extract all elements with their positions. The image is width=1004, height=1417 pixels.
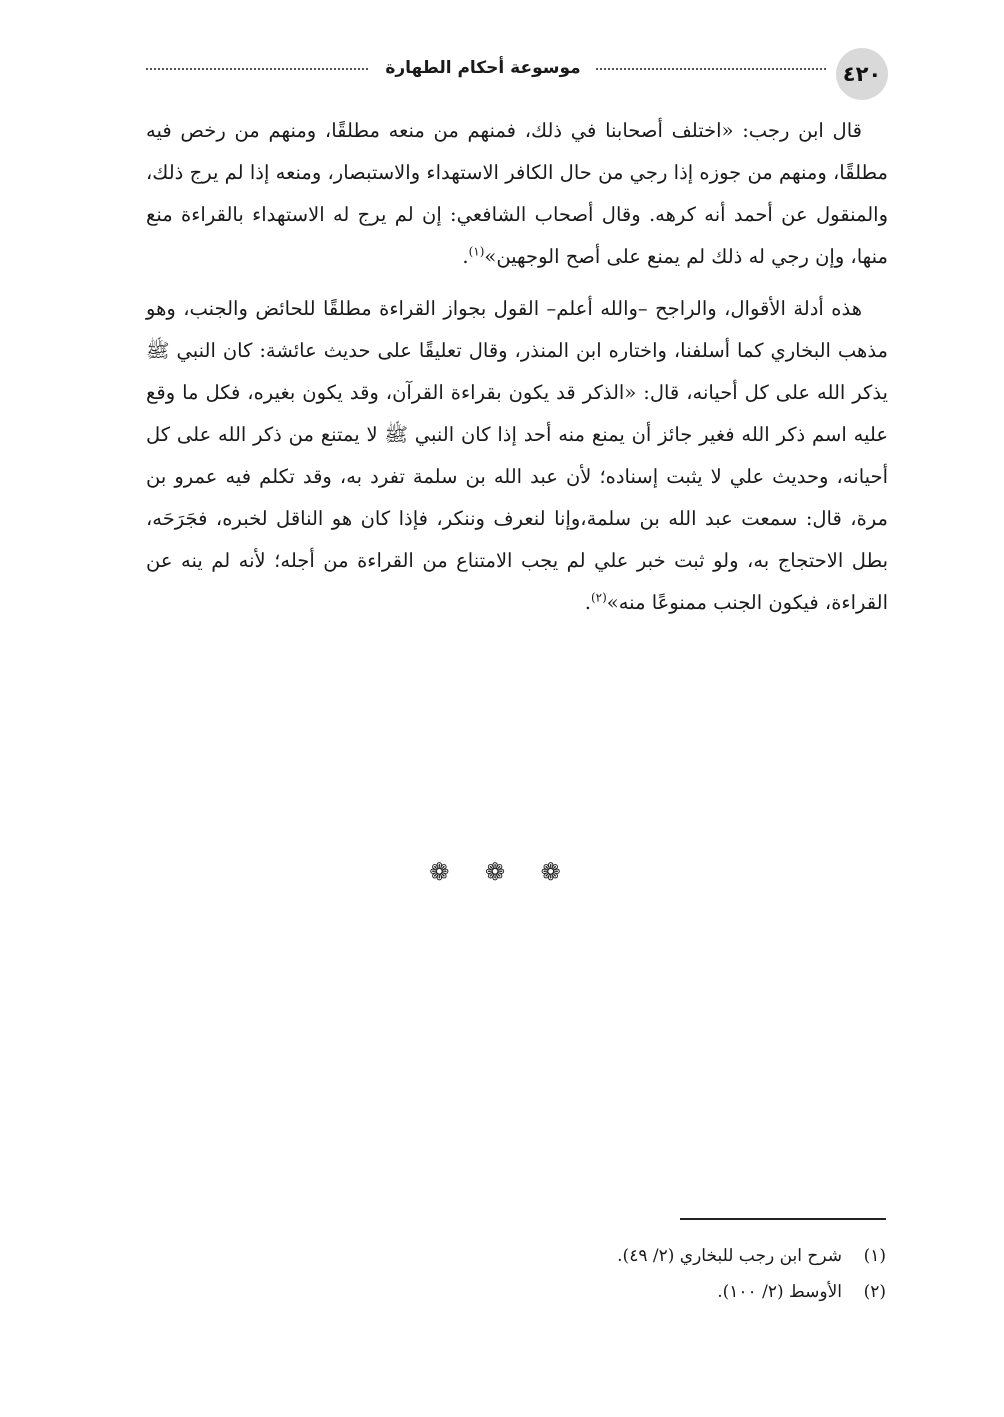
page-number-badge: ٤٢٠ (836, 48, 888, 100)
paragraph-1 (146, 110, 888, 278)
page-header (146, 48, 888, 98)
footnote-1-text: شرح ابن رجب للبخاري (٢/ ٤٩). (617, 1246, 842, 1266)
header-dotted-leader-right (596, 68, 826, 70)
paragraph-2 (146, 288, 888, 624)
footnote-1 (560, 1238, 886, 1274)
main-text (146, 110, 888, 634)
footnote-2-number: (٢) (863, 1282, 886, 1302)
footnote-ref-2[interactable]: (٢) (590, 590, 607, 605)
footnote-2-text: الأوسط (٢/ ١٠٠). (717, 1282, 842, 1302)
paragraph-1-tail: . (462, 245, 469, 268)
footnote-2 (560, 1274, 886, 1310)
footnote-1-number: (١) (863, 1246, 886, 1266)
section-divider-ornaments: ❁ ❁ ❁ (429, 858, 575, 886)
footnotes (560, 1238, 886, 1310)
header-dotted-leader-left (146, 68, 368, 70)
paragraph-1-text: قال ابن رجب: «اختلف أصحابنا في ذلك، فمنهم من منعه مطلقًا، ومنهم من رخص فيه مطلقًا، ومنهم من جوزه إذا رجي من حال الكافر الاستهداء والاستبصار، ومنعه إذا لم يرج ذلك، والمنقول عن أحمد أنه كرهه. وقال أصحاب الشافعي: إن لم يرج له الاستهداء بالقراءة منع منها، وإن رجي له ذلك لم يمنع على أصح الوجهين» (146, 119, 888, 268)
footnote-ref-1[interactable]: (١) (468, 244, 485, 259)
paragraph-2-text: هذه أدلة الأقوال، والراجح –والله أعلم– القول بجواز القراءة مطلقًا للحائض والجنب، وهو مذهب البخاري كما أسلفنا، واختاره ابن المنذر، وقال تعليقًا على حديث عائشة: كان النبي ﷺ يذكر الله على كل أحيانه، قال: «الذكر قد يكون بقراءة القرآن، وقد يكون بغيره، فكل ما وقع عليه اسم ذكر الله فغير جائز أن يمنع منه أحد إذا كان النبي ﷺ لا يمتنع من ذكر الله على كل أحيانه، وحديث علي لا يثبت إسناده؛ لأن عبد الله بن سلمة تفرد به، وقد تكلم فيه عمرو بن مرة، قال: سمعت عبد الله بن سلمة،وإنا لنعرف وننكر، فإذا كان هو الناقل لخبره، فجَرَحَه، بطل الاحتجاج به، ولو ثبت خبر علي لم يجب الامتناع من القراءة من أجله؛ لأنه لم ينه عن القراءة، فيكون الجنب ممنوعًا منه» (146, 297, 888, 614)
footnote-separator-rule (680, 1218, 886, 1220)
paragraph-2-tail: . (584, 591, 591, 614)
running-title: موسوعة أحكام الطهارة (385, 58, 581, 78)
